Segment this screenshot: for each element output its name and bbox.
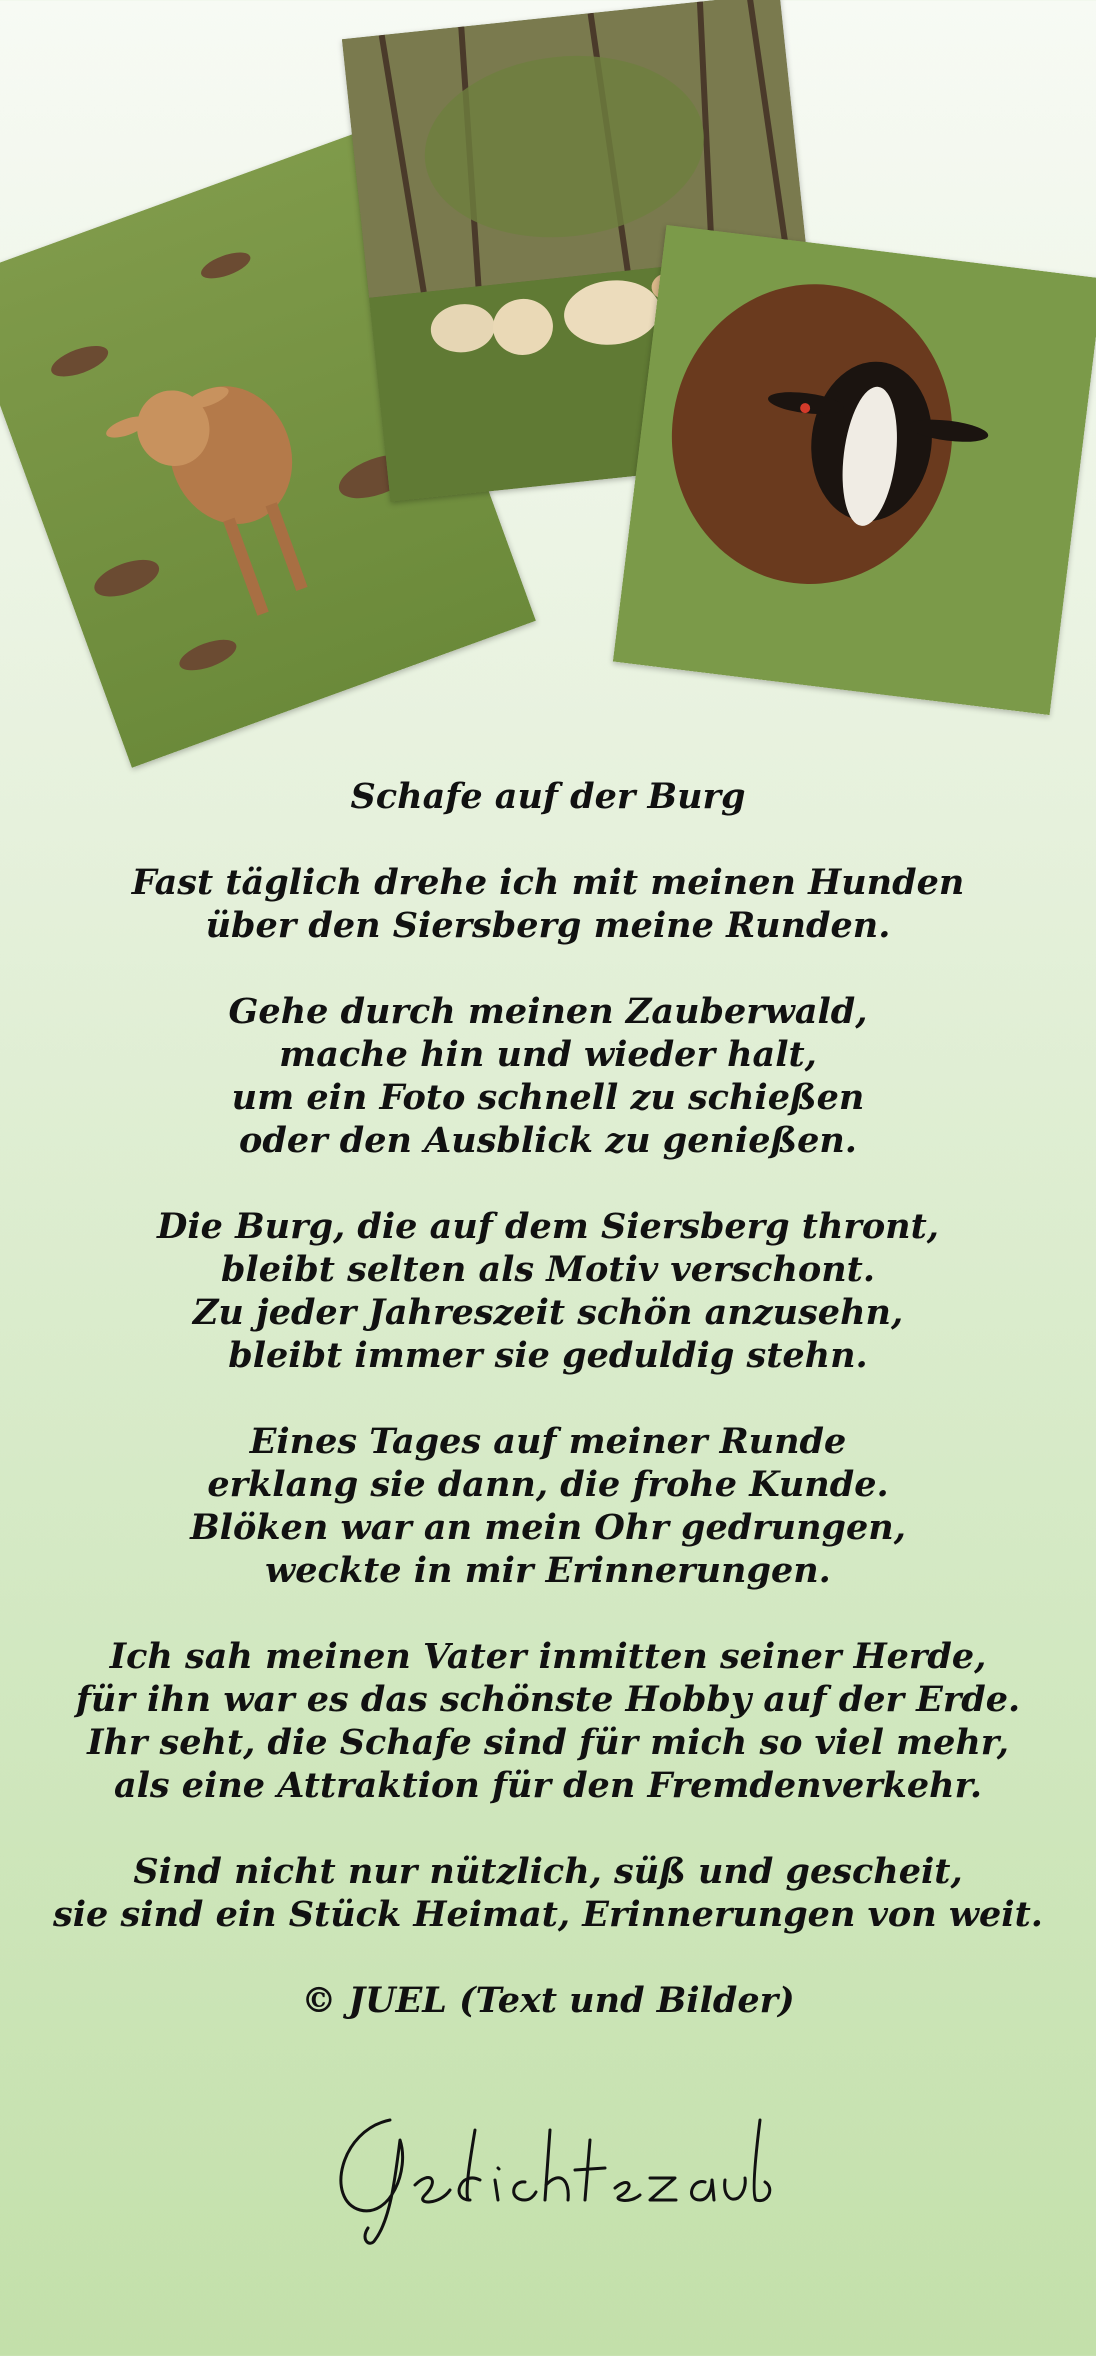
poem-line: Gehe durch meinen Zauberwald,	[228, 991, 868, 1032]
copyright-line: © JUEL (Text und Bilder)	[301, 1980, 795, 2021]
poem	[0, 775, 1096, 2022]
poem-line: über den Siersberg meine Runden.	[205, 905, 891, 946]
stanza-6	[0, 1850, 1096, 1936]
stanza-3	[0, 1205, 1096, 1377]
gedichtezauber-signature-logo	[320, 2100, 780, 2250]
poem-line: oder den Ausblick zu genießen.	[239, 1120, 857, 1161]
poem-line: Fast täglich drehe ich mit meinen Hunden	[131, 862, 965, 903]
poem-line: Eines Tages auf meiner Runde	[249, 1421, 847, 1462]
poem-line: Ich sah meinen Vater inmitten seiner Herde,	[109, 1636, 987, 1677]
poem-line: sie sind ein Stück Heimat, Erinnerungen von weit.	[53, 1894, 1043, 1935]
stanza-5	[0, 1635, 1096, 1807]
dark-brown-sheep-white-face-photo	[613, 225, 1096, 715]
poem-line: bleibt immer sie geduldig stehn.	[228, 1335, 868, 1376]
poem-line: Die Burg, die auf dem Siersberg thront,	[157, 1206, 939, 1247]
poem-line: als eine Attraktion für den Fremdenverkehr.	[113, 1765, 983, 1806]
poem-line: weckte in mir Erinnerungen.	[265, 1550, 831, 1591]
poem-title: Schafe auf der Burg	[350, 776, 746, 817]
stanza-2	[0, 990, 1096, 1162]
poem-line: für ihn war es das schönste Hobby auf der Erde.	[75, 1679, 1021, 1720]
poem-line: Zu jeder Jahreszeit schön anzusehn,	[192, 1292, 904, 1333]
poem-line: mache hin und wieder halt,	[279, 1034, 817, 1075]
poem-line: erklang sie dann, die frohe Kunde.	[207, 1464, 889, 1505]
poem-line: Ihr seht, die Schafe sind für mich so viel mehr,	[87, 1722, 1009, 1763]
stanza-1	[0, 861, 1096, 947]
poem-line: um ein Foto schnell zu schießen	[231, 1077, 865, 1118]
poem-line: Sind nicht nur nützlich, süß und gescheit,	[133, 1851, 963, 1892]
poem-line: bleibt selten als Motiv verschont.	[220, 1249, 876, 1290]
stanza-4	[0, 1420, 1096, 1592]
poem-line: Blöken war an mein Ohr gedrungen,	[190, 1507, 906, 1548]
